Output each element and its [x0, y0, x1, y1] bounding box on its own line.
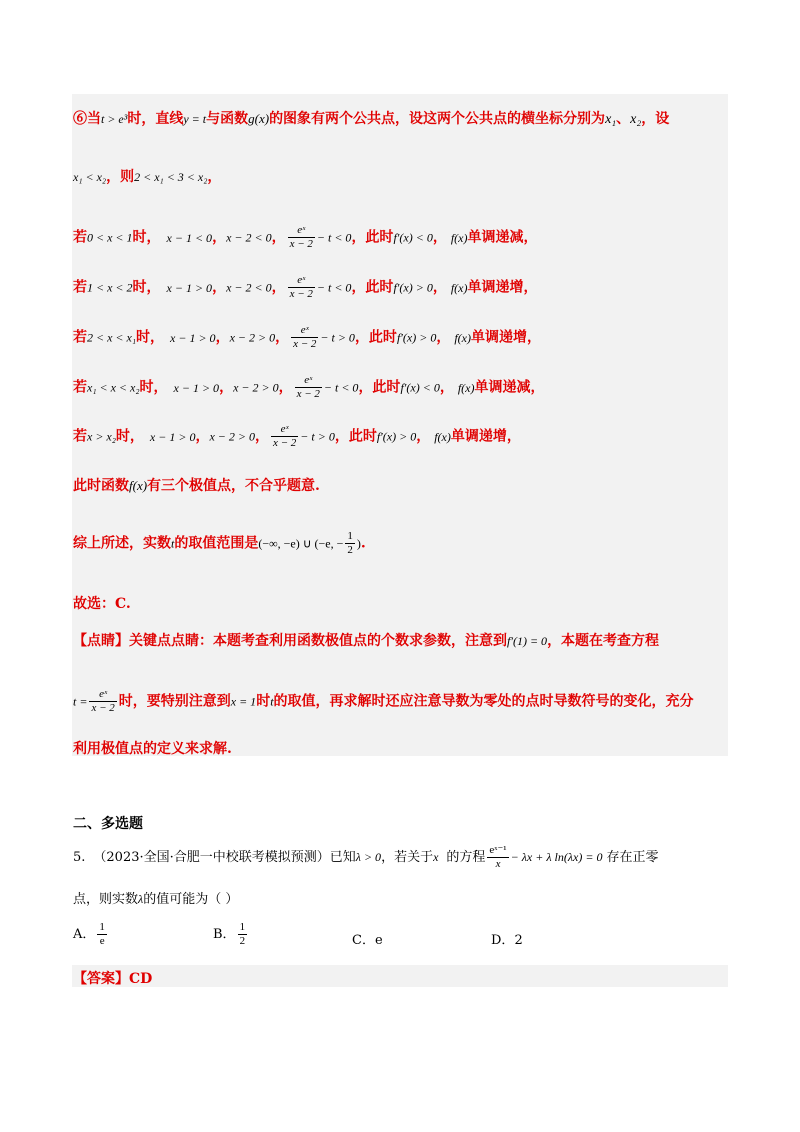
case-row: 若1 < x < 2时， x − 1 > 0，x − 2 < 0， $\frac{\text{eˣ}}{x - 2}$ − t < 0，此时f′(x) > 0， f(x)单调递增， [73, 274, 538, 300]
fraction: $\frac{\text{eˣ}}{x - 2}$ [296, 374, 320, 400]
option-d: D．2 [491, 933, 523, 948]
solution-line-10: 故选：C. [73, 596, 131, 612]
answer-background [72, 965, 728, 987]
fraction: $\frac{1}{2}$ [239, 921, 246, 947]
solution-line-2: x₁ < x₂，则2 < x₁ < 3 < x₂， [73, 169, 222, 185]
question-5: 5. （2023·全国·合肥一中校联考模拟预测）已知λ > 0，若关于x 的方程 $\frac{\text{eˣ⁻¹}}{x}$ − λx + λ ln(λx) = 0 存在正零 [73, 844, 659, 870]
option-b: B． $\frac{1}{2}$ [213, 921, 246, 947]
solution-line-12: t = $\frac{\text{eˣ}}{x - 2}$ 时，要特别注意到x = 1时t的取值，再求解时还应注意导数为零处的点时导数符号的变化，充分 [73, 688, 694, 714]
solution-line-9: 综上所述，实数t的取值范围是(−∞, −e) ∪ (−e, − $\frac{1}{2}$ ). [73, 530, 366, 556]
solution-line-11: 【点睛】关键点点睛：本题考查利用函数极值点的个数求参数，注意到f′(1) = 0，本题在考查方程 [73, 633, 660, 649]
option-c: C．e [352, 933, 383, 948]
fraction: $\frac{\text{eˣ}}{x - 2}$ [293, 324, 317, 350]
solution-line-1: ⑥当t > e³时，直线y = t与函数g(x)的图象有两个公共点，设这两个公共点的横坐标分别为x₁、x₂，设 [73, 111, 670, 127]
fraction: $\frac{\text{eˣ⁻¹}}{x}$ [489, 844, 507, 870]
fraction: $\frac{1}{e}$ [99, 921, 105, 947]
option-a: A． $\frac{1}{e}$ [73, 921, 105, 947]
fraction: $\frac{1}{2}$ [347, 530, 353, 556]
question-5-line-2: 点，则实数λ的值可能为（ ） [73, 892, 239, 907]
fraction: $\frac{\text{eˣ}}{x - 2}$ [272, 423, 297, 449]
solution-line-13: 利用极值点的定义来求解. [73, 741, 232, 757]
case-row: 若x > x₂时， x − 1 > 0，x − 2 > 0， $\frac{\text{eˣ}}{x - 2}$ − t > 0，此时f′(x) > 0， f(x)单调递增， [73, 423, 521, 449]
case-row: 若x₁ < x < x₂时， x − 1 > 0，x − 2 > 0， $\frac{\text{eˣ}}{x - 2}$ − t < 0，此时f′(x) < 0， f(x)单调递减， [73, 374, 545, 400]
answer-line: 【答案】CD [73, 971, 153, 987]
case-row: 若2 < x < x₁时， x − 1 > 0，x − 2 > 0， $\frac{\text{eˣ}}{x - 2}$ − t > 0，此时f′(x) > 0， f(x)单调递增， [73, 324, 541, 350]
fraction: $\frac{\text{eˣ}}{x - 2}$ [289, 224, 313, 250]
fraction: $\frac{\text{eˣ}}{x - 2}$ [91, 688, 115, 714]
fraction: $\frac{\text{eˣ}}{x - 2}$ [289, 274, 313, 300]
case-row: 若0 < x < 1时， x − 1 < 0，x − 2 < 0， $\frac{\text{eˣ}}{x - 2}$ − t < 0，此时f′(x) < 0， f(x)单调递减， [73, 224, 538, 250]
solution-line-8: 此时函数f(x)有三个极值点，不合乎题意. [73, 478, 320, 494]
section-heading: 二、多选题 [73, 816, 143, 832]
